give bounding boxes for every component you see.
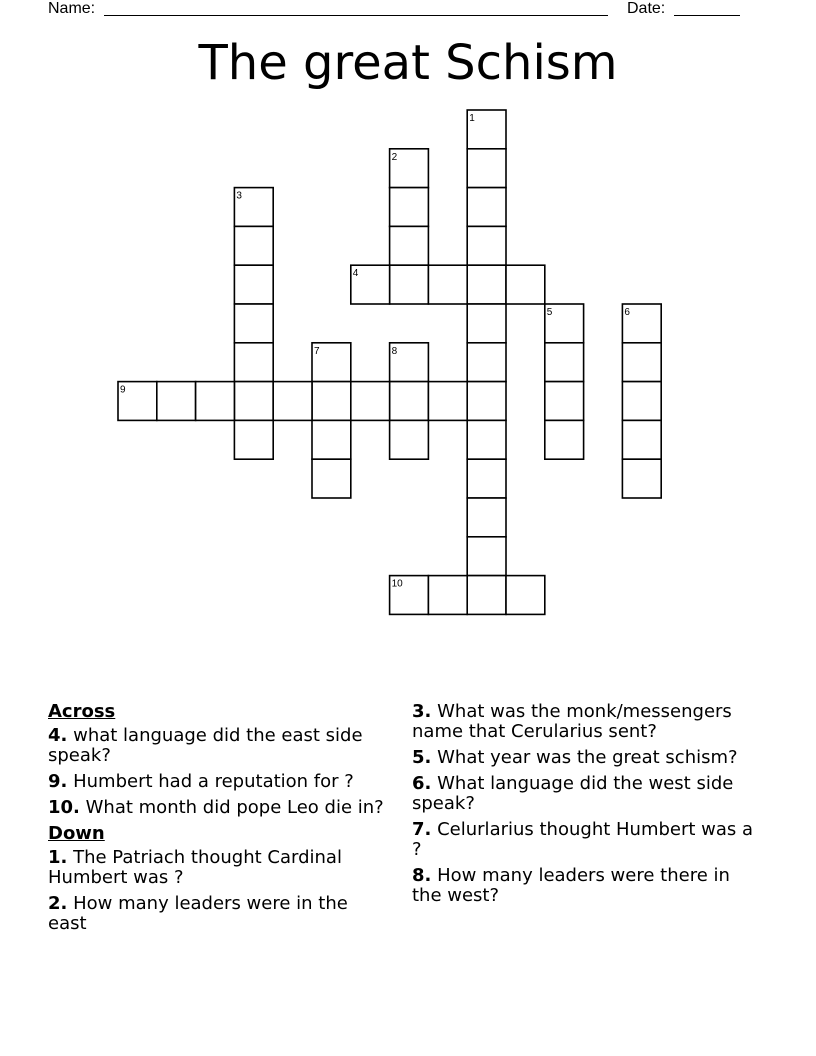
grid-cell[interactable] [467,188,506,227]
grid-cell[interactable] [390,576,429,615]
grid-cell[interactable] [467,420,506,459]
grid-cell[interactable] [428,576,467,615]
grid-cell[interactable] [312,459,351,498]
grid-cell[interactable] [467,459,506,498]
clue-across-4 [48,726,388,766]
grid-cell[interactable] [390,226,429,265]
clue-number: 4. [48,725,68,746]
clue-text: what language did the east side speak? [48,725,363,766]
clue-text: How many leaders were there in the west? [412,865,730,906]
cell-number-10: 10 [391,578,403,590]
header [48,0,748,20]
grid-cell[interactable] [234,343,273,382]
grid-cell[interactable] [545,343,584,382]
grid-cell[interactable] [234,265,273,304]
cell-number-7: 7 [314,345,320,357]
grid-cell[interactable] [622,459,661,498]
grid-cell[interactable] [312,343,351,382]
clue-down-7 [412,820,762,860]
grid-cell[interactable] [118,382,157,421]
grid-cell[interactable] [390,149,429,188]
clue-down-6 [412,774,762,814]
grid-cell[interactable] [467,149,506,188]
clue-down-5 [412,748,762,768]
grid-cell[interactable] [196,382,235,421]
clue-text: What month did pope Leo die in? [85,797,384,818]
clue-number: 3. [412,701,432,722]
grid-cell[interactable] [390,382,429,421]
cell-number-9: 9 [120,384,126,396]
grid-cell[interactable] [390,343,429,382]
grid-cell[interactable] [234,226,273,265]
grid-cell[interactable] [506,265,545,304]
grid-cell[interactable] [312,382,351,421]
grid-cell[interactable] [467,498,506,537]
grid-cell[interactable] [312,420,351,459]
grid-cell[interactable] [351,265,390,304]
clue-text: What language did the west side speak? [412,773,734,814]
grid-cell[interactable] [428,382,467,421]
grid-cell[interactable] [467,226,506,265]
grid-cell[interactable] [467,110,506,149]
clue-text: Celurlarius thought Humbert was a ? [412,819,754,860]
clue-text: What year was the great schism? [437,747,738,768]
cell-number-5: 5 [546,307,553,318]
grid-cell[interactable] [467,382,506,421]
clue-text: What was the monk/messengers name that Cerularius sent? [412,701,732,742]
grid-cell[interactable] [622,420,661,459]
grid-cell[interactable] [467,576,506,615]
clue-number: 5. [412,747,432,768]
name-label: Name: [48,0,96,17]
grid-cell[interactable] [622,382,661,421]
cell-number-8: 8 [391,345,398,357]
grid-cell[interactable] [545,382,584,421]
clue-across-9 [48,772,388,792]
grid-cell[interactable] [545,420,584,459]
puzzle-title: The great Schism [198,35,618,91]
clues-left-column [48,702,388,940]
clue-number: 9. [48,771,68,792]
grid-cell[interactable] [157,382,196,421]
grid-cell[interactable] [351,382,390,421]
grid-cell[interactable] [234,420,273,459]
grid-cell[interactable] [506,576,545,615]
grid-cell[interactable] [273,382,312,421]
clue-number: 1. [48,847,68,868]
clue-across-10 [48,798,388,818]
cell-number-6: 6 [624,307,630,318]
clue-text: How many leaders were in the east [48,893,348,934]
clue-down-3 [412,702,762,742]
clue-number: 7. [412,819,432,840]
grid-cell[interactable] [234,188,273,227]
cell-number-1: 1 [469,113,475,124]
clue-number: 6. [412,773,432,794]
grid-cell[interactable] [390,188,429,227]
clue-down-1 [48,848,388,888]
across-heading: Across [48,701,116,722]
date-label: Date: [627,0,666,17]
clue-number: 8. [412,865,432,886]
name-blank-line[interactable] [104,15,608,16]
cell-number-4: 4 [352,268,359,280]
down-heading: Down [48,823,105,844]
clue-down-8 [412,866,762,906]
cell-number-3: 3 [236,190,242,202]
grid-cell[interactable] [467,304,506,343]
clue-number: 2. [48,893,68,914]
grid-cell[interactable] [467,343,506,382]
grid-cell[interactable] [390,265,429,304]
grid-cell[interactable] [622,304,661,343]
grid-cell[interactable] [545,304,584,343]
cell-number-2: 2 [391,151,398,163]
clue-text: The Patriach thought Cardinal Humbert was ? [48,847,342,888]
grid-cell[interactable] [234,304,273,343]
grid-cell[interactable] [467,537,506,576]
clue-number: 10. [48,797,80,818]
grid-cell[interactable] [428,265,467,304]
clue-text: Humbert had a reputation for ? [73,771,354,792]
grid-cell[interactable] [467,265,506,304]
clues-right-column [412,702,762,912]
grid-cell[interactable] [234,382,273,421]
grid-cell[interactable] [622,343,661,382]
date-blank-line[interactable] [674,15,740,16]
clue-down-2 [48,894,388,934]
grid-cell[interactable] [390,420,429,459]
